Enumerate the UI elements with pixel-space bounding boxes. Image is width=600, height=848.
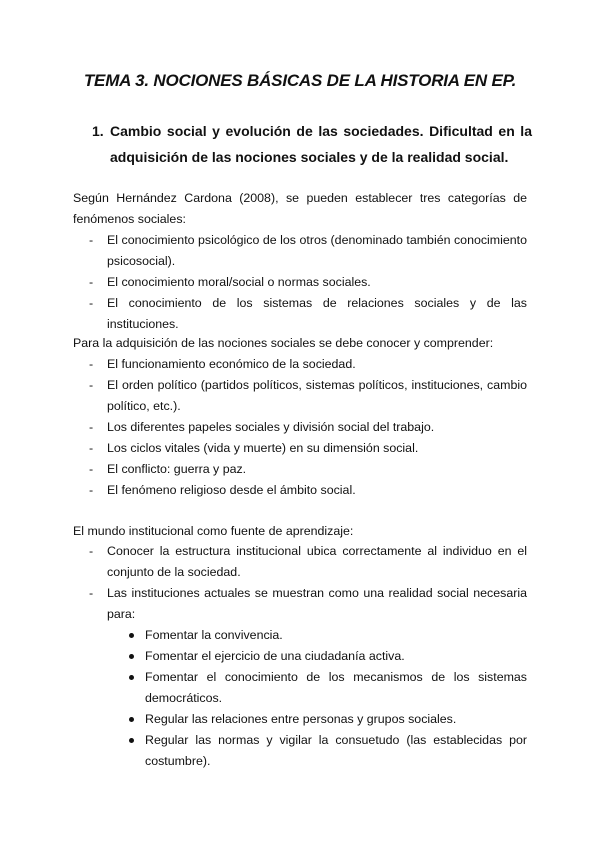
- block3-list: [73, 541, 527, 625]
- list-item-text: El conflicto: guerra y paz.: [107, 462, 247, 476]
- list-item: [73, 459, 527, 480]
- list-item: [73, 230, 527, 272]
- dash-marker: -: [89, 586, 94, 600]
- sublist-item-text: Regular las relaciones entre personas y grupos sociales.: [145, 712, 457, 726]
- dash-marker: -: [89, 483, 94, 497]
- block3-sublist: [73, 625, 527, 772]
- section-number: 1.: [92, 123, 104, 139]
- block1-intro: Según Hernández Cardona (2008), se pueden establecer tres categorías de fenómenos sociales:: [73, 191, 527, 226]
- bullet-icon: [129, 675, 134, 680]
- bullet-icon: [129, 738, 134, 743]
- bullet-icon: [129, 717, 134, 722]
- list-item: [73, 375, 527, 417]
- dash-marker: -: [89, 296, 94, 310]
- block1-list: [73, 230, 527, 335]
- sublist-item: [73, 730, 527, 772]
- sublist-item: [73, 667, 527, 709]
- bullet-icon: [129, 633, 134, 638]
- sublist-item-text: Regular las normas y vigilar la consuetudo (las establecidas por costumbre).: [145, 733, 527, 768]
- list-item-text: El funcionamiento económico de la sociedad.: [107, 357, 356, 371]
- sublist-item-text: Fomentar el ejercicio de una ciudadanía activa.: [145, 649, 405, 663]
- list-item-text: El fenómeno religioso desde el ámbito social.: [107, 483, 356, 497]
- list-item-text: El conocimiento psicológico de los otros (denominado también conocimiento psicosocial).: [107, 233, 527, 268]
- sublist-item: [73, 646, 527, 667]
- sublist-item: [73, 625, 527, 646]
- sublist-item: [73, 709, 527, 730]
- dash-marker: -: [89, 233, 94, 247]
- block2-list: [73, 354, 527, 501]
- sublist-item-text: Fomentar el conocimiento de los mecanismos de los sistemas democráticos.: [145, 670, 527, 705]
- dash-marker: -: [89, 378, 94, 392]
- list-item: [73, 354, 527, 375]
- list-item: [73, 583, 527, 625]
- list-item: [73, 293, 527, 335]
- list-item-text: Las instituciones actuales se muestran como una realidad social necesaria para:: [107, 586, 527, 621]
- block2-intro: Para la adquisición de las nociones sociales se debe conocer y comprender:: [73, 336, 494, 350]
- section-heading: [92, 118, 532, 170]
- list-item-text: El conocimiento moral/social o normas sociales.: [107, 275, 371, 289]
- list-item-text: El orden político (partidos políticos, sistemas políticos, instituciones, cambio político, etc.).: [107, 378, 527, 413]
- dash-marker: -: [89, 462, 94, 476]
- list-item-text: El conocimiento de los sistemas de relaciones sociales y de las instituciones.: [107, 296, 527, 331]
- list-item: [73, 541, 527, 583]
- bullet-icon: [129, 654, 134, 659]
- list-item: [73, 438, 527, 459]
- block3-intro: El mundo institucional como fuente de aprendizaje:: [73, 524, 354, 538]
- list-item: [73, 272, 527, 293]
- list-item-text: Los ciclos vitales (vida y muerte) en su dimensión social.: [107, 441, 419, 455]
- dash-marker: -: [89, 357, 94, 371]
- page-title: TEMA 3. NOCIONES BÁSICAS DE LA HISTORIA EN EP.: [83, 71, 517, 90]
- dash-marker: -: [89, 441, 94, 455]
- list-item: [73, 417, 527, 438]
- dash-marker: -: [89, 544, 94, 558]
- list-item: [73, 480, 527, 501]
- dash-marker: -: [89, 420, 94, 434]
- list-item-text: Conocer la estructura institucional ubica correctamente al individuo en el conjunto de la sociedad.: [107, 544, 527, 579]
- sublist-item-text: Fomentar la convivencia.: [145, 628, 283, 642]
- dash-marker: -: [89, 275, 94, 289]
- list-item-text: Los diferentes papeles sociales y división social del trabajo.: [107, 420, 435, 434]
- section-heading-text: Cambio social y evolución de las sociedades. Dificultad en la adquisición de las nociones sociales y de la realidad social.: [110, 123, 532, 165]
